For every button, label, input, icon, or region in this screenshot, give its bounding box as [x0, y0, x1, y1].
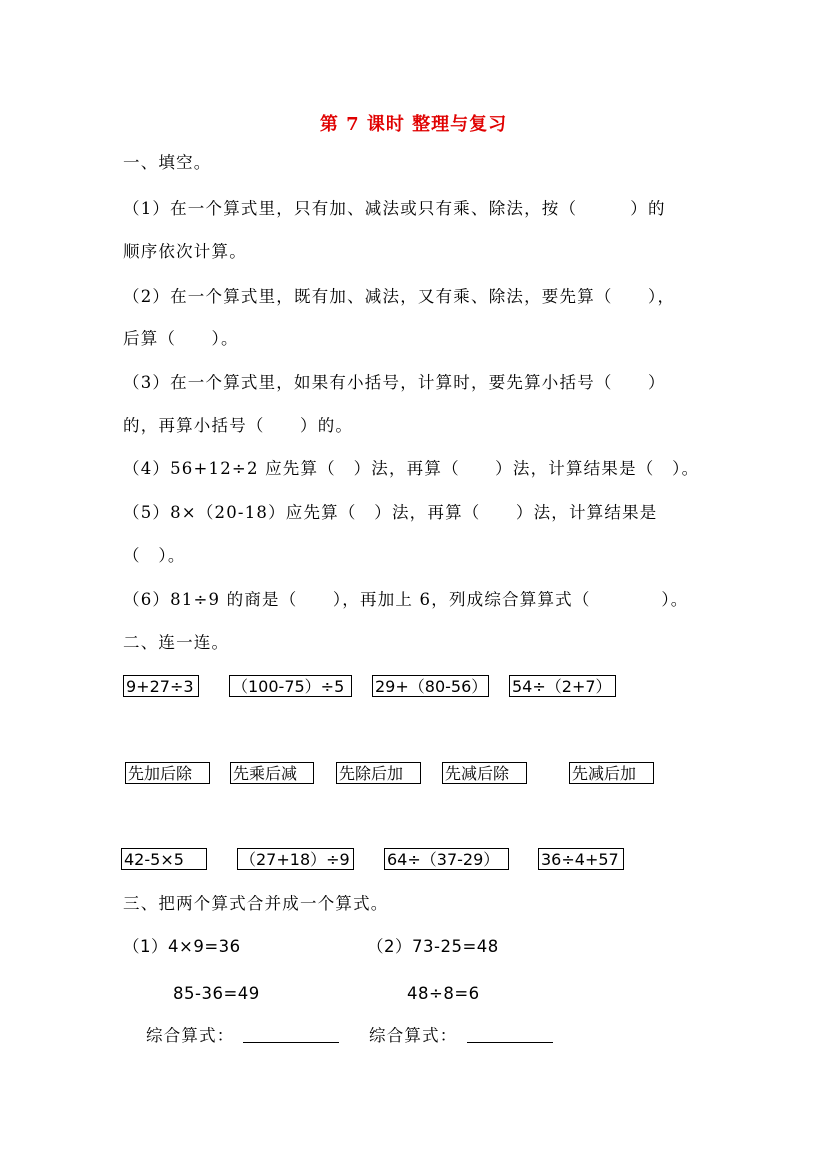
question-4-line-1: （4）56+12÷2 应先算（ ）法，再算（ ）法，计算结果是（ ）。 [123, 459, 700, 478]
question-3-line-1: （3）在一个算式里，如果有小括号，计算时，要先算小括号（ ） [123, 373, 666, 392]
question-2-line-1: （2）在一个算式里，既有加、减法，又有乘、除法，要先算（ ）， [123, 287, 676, 306]
combined-label-2: 综合算式： [369, 1026, 458, 1045]
expression-box-top-3[interactable]: 29+（80-56） [372, 675, 489, 697]
question-1-line-2: 顺序依次计算。 [123, 242, 247, 261]
expression-box-top-2[interactable]: （100-75）÷5 [229, 675, 352, 697]
answer-line-1[interactable] [243, 1042, 339, 1043]
order-box-5[interactable]: 先减后加 [569, 762, 654, 784]
order-box-2[interactable]: 先乘后减 [230, 762, 314, 784]
order-box-4[interactable]: 先减后除 [442, 762, 527, 784]
question-2-line-2: 后算（ ）。 [123, 329, 239, 348]
order-box-3[interactable]: 先除后加 [336, 762, 421, 784]
section-1-heading: 一、填空。 [123, 153, 212, 172]
question-5-line-1: （5）8×（20-18）应先算（ ）法，再算（ ）法，计算结果是 [123, 503, 658, 522]
combined-label-1: 综合算式： [146, 1026, 235, 1045]
page-title: 第 7 课时 整理与复习 [319, 114, 508, 135]
question-5-line-2: （ ）。 [123, 546, 186, 565]
problem-2-equation-2: 48÷8=6 [407, 984, 480, 1003]
question-6-line-1: （6）81÷9 的商是（ ），再加上 6，列成综合算算式（ ）。 [123, 590, 689, 609]
expression-box-bottom-1[interactable]: 42-5×5 [121, 848, 207, 870]
problem-1-equation-1: （1）4×9=36 [123, 937, 241, 956]
expression-box-bottom-2[interactable]: （27+18）÷9 [237, 848, 354, 870]
answer-line-2[interactable] [467, 1042, 553, 1043]
expression-box-bottom-4[interactable]: 36÷4+57 [538, 848, 624, 870]
expression-box-bottom-3[interactable]: 64÷（37-29） [384, 848, 509, 870]
expression-box-top-1[interactable]: 9+27÷3 [123, 675, 199, 697]
order-box-1[interactable]: 先加后除 [125, 762, 210, 784]
expression-box-top-4[interactable]: 54÷（2+7） [509, 675, 616, 697]
problem-1-equation-2: 85-36=49 [173, 984, 260, 1003]
question-1-line-1: （1）在一个算式里，只有加、减法或只有乘、除法，按（ ）的 [123, 199, 666, 218]
section-2-heading: 二、连一连。 [123, 633, 230, 652]
problem-2-equation-1: （2）73-25=48 [367, 937, 499, 956]
question-3-line-2: 的，再算小括号（ ）的。 [123, 416, 354, 435]
section-3-heading: 三、把两个算式合并成一个算式。 [123, 894, 389, 913]
